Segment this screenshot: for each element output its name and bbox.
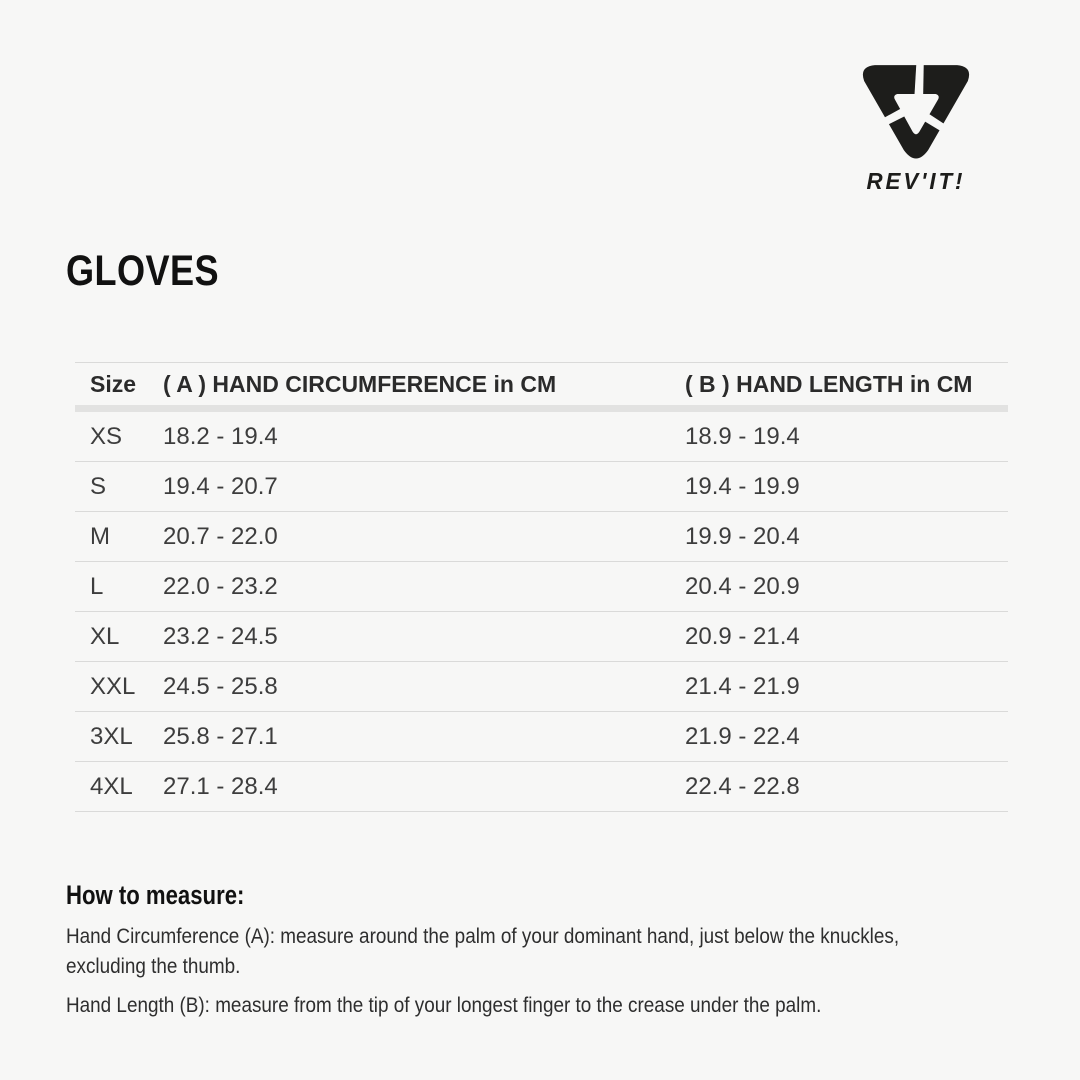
circumference-cell: 19.4 - 20.7 <box>163 462 685 512</box>
column-header-size: Size <box>75 363 163 409</box>
size-cell: 4XL <box>75 762 163 812</box>
revit-shield-icon <box>854 52 978 166</box>
hand-length-instruction: Hand Length (B): measure from the tip of your longest finger to the crease under the palm. <box>66 994 822 1017</box>
page-title: GLOVES <box>66 247 220 295</box>
column-header-hand-length: ( B ) HAND LENGTH in CM <box>685 363 1008 409</box>
table-row <box>75 462 1008 512</box>
circumference-cell: 25.8 - 27.1 <box>163 712 685 762</box>
circumference-cell: 23.2 - 24.5 <box>163 612 685 662</box>
length-cell: 22.4 - 22.8 <box>685 762 1008 812</box>
table-row <box>75 562 1008 612</box>
length-cell: 20.9 - 21.4 <box>685 612 1008 662</box>
circumference-cell: 27.1 - 28.4 <box>163 762 685 812</box>
length-cell: 20.4 - 20.9 <box>685 562 1008 612</box>
length-cell: 19.9 - 20.4 <box>685 512 1008 562</box>
length-cell: 21.4 - 21.9 <box>685 662 1008 712</box>
circumference-cell: 20.7 - 22.0 <box>163 512 685 562</box>
circumference-cell: 22.0 - 23.2 <box>163 562 685 612</box>
length-cell: 19.4 - 19.9 <box>685 462 1008 512</box>
circumference-cell: 18.2 - 19.4 <box>163 409 685 462</box>
brand-logo <box>838 52 994 195</box>
size-cell: L <box>75 562 163 612</box>
size-table <box>75 362 1008 812</box>
how-to-measure-heading: How to measure: <box>66 880 245 910</box>
column-header-hand-circumference: ( A ) HAND CIRCUMFERENCE in CM <box>163 363 685 409</box>
circumference-cell: 24.5 - 25.8 <box>163 662 685 712</box>
table-row <box>75 712 1008 762</box>
size-cell: 3XL <box>75 712 163 762</box>
table-row <box>75 409 1008 462</box>
size-cell: S <box>75 462 163 512</box>
table-row <box>75 762 1008 812</box>
table-header-row <box>75 363 1008 409</box>
length-cell: 21.9 - 22.4 <box>685 712 1008 762</box>
table-row <box>75 612 1008 662</box>
table-row <box>75 662 1008 712</box>
size-cell: XL <box>75 612 163 662</box>
hand-circumference-instruction <box>66 922 899 982</box>
instruction-line: excluding the thumb. <box>66 955 241 978</box>
instruction-line: Hand Circumference (A): measure around the palm of your dominant hand, just below the knuckles, <box>66 925 900 948</box>
brand-wordmark: REV'IT! <box>866 168 966 194</box>
length-cell: 18.9 - 19.4 <box>685 409 1008 462</box>
size-cell: XXL <box>75 662 163 712</box>
size-cell: M <box>75 512 163 562</box>
table-row <box>75 512 1008 562</box>
size-cell: XS <box>75 409 163 462</box>
